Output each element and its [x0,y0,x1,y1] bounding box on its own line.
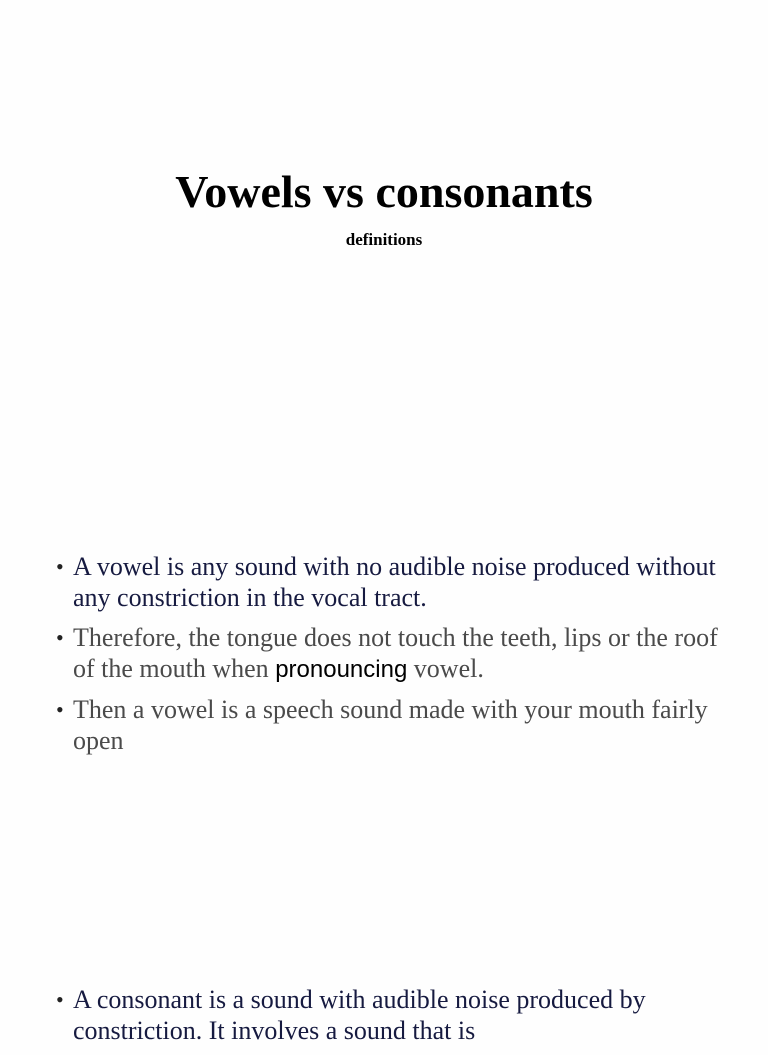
bullet-item-consonant-definition [56,984,724,1046]
bullet-text: vowel. [407,654,484,683]
slide-subtitle: definitions [345,230,423,249]
bullet-text: Then a vowel is a speech sound made with your mouth fairly open [73,695,708,755]
bullet-highlight-word: pronouncing [275,656,408,683]
bullet-item-tongue [56,622,724,685]
bullet-dot-icon: • [56,987,64,1012]
consonant-bullet-list [56,984,724,1055]
bullet-dot-icon: • [56,625,64,650]
bullet-text: Therefore, the tongue does not touch the teeth, lips or the roof of the mouth when [73,623,718,683]
bullet-text: A consonant is a sound with audible noise produced by constriction. It involves a sound that is [73,985,646,1045]
slide-title: Vowels vs consonants [175,166,593,217]
bullet-item-mouth-open [56,694,724,756]
vowel-bullet-list [56,551,724,765]
bullet-item-vowel-definition [56,551,724,613]
bullet-dot-icon: • [56,554,64,579]
bullet-dot-icon: • [56,697,64,722]
bullet-text: A vowel is any sound with no audible noise produced without any constriction in the vocal tract. [73,552,716,612]
